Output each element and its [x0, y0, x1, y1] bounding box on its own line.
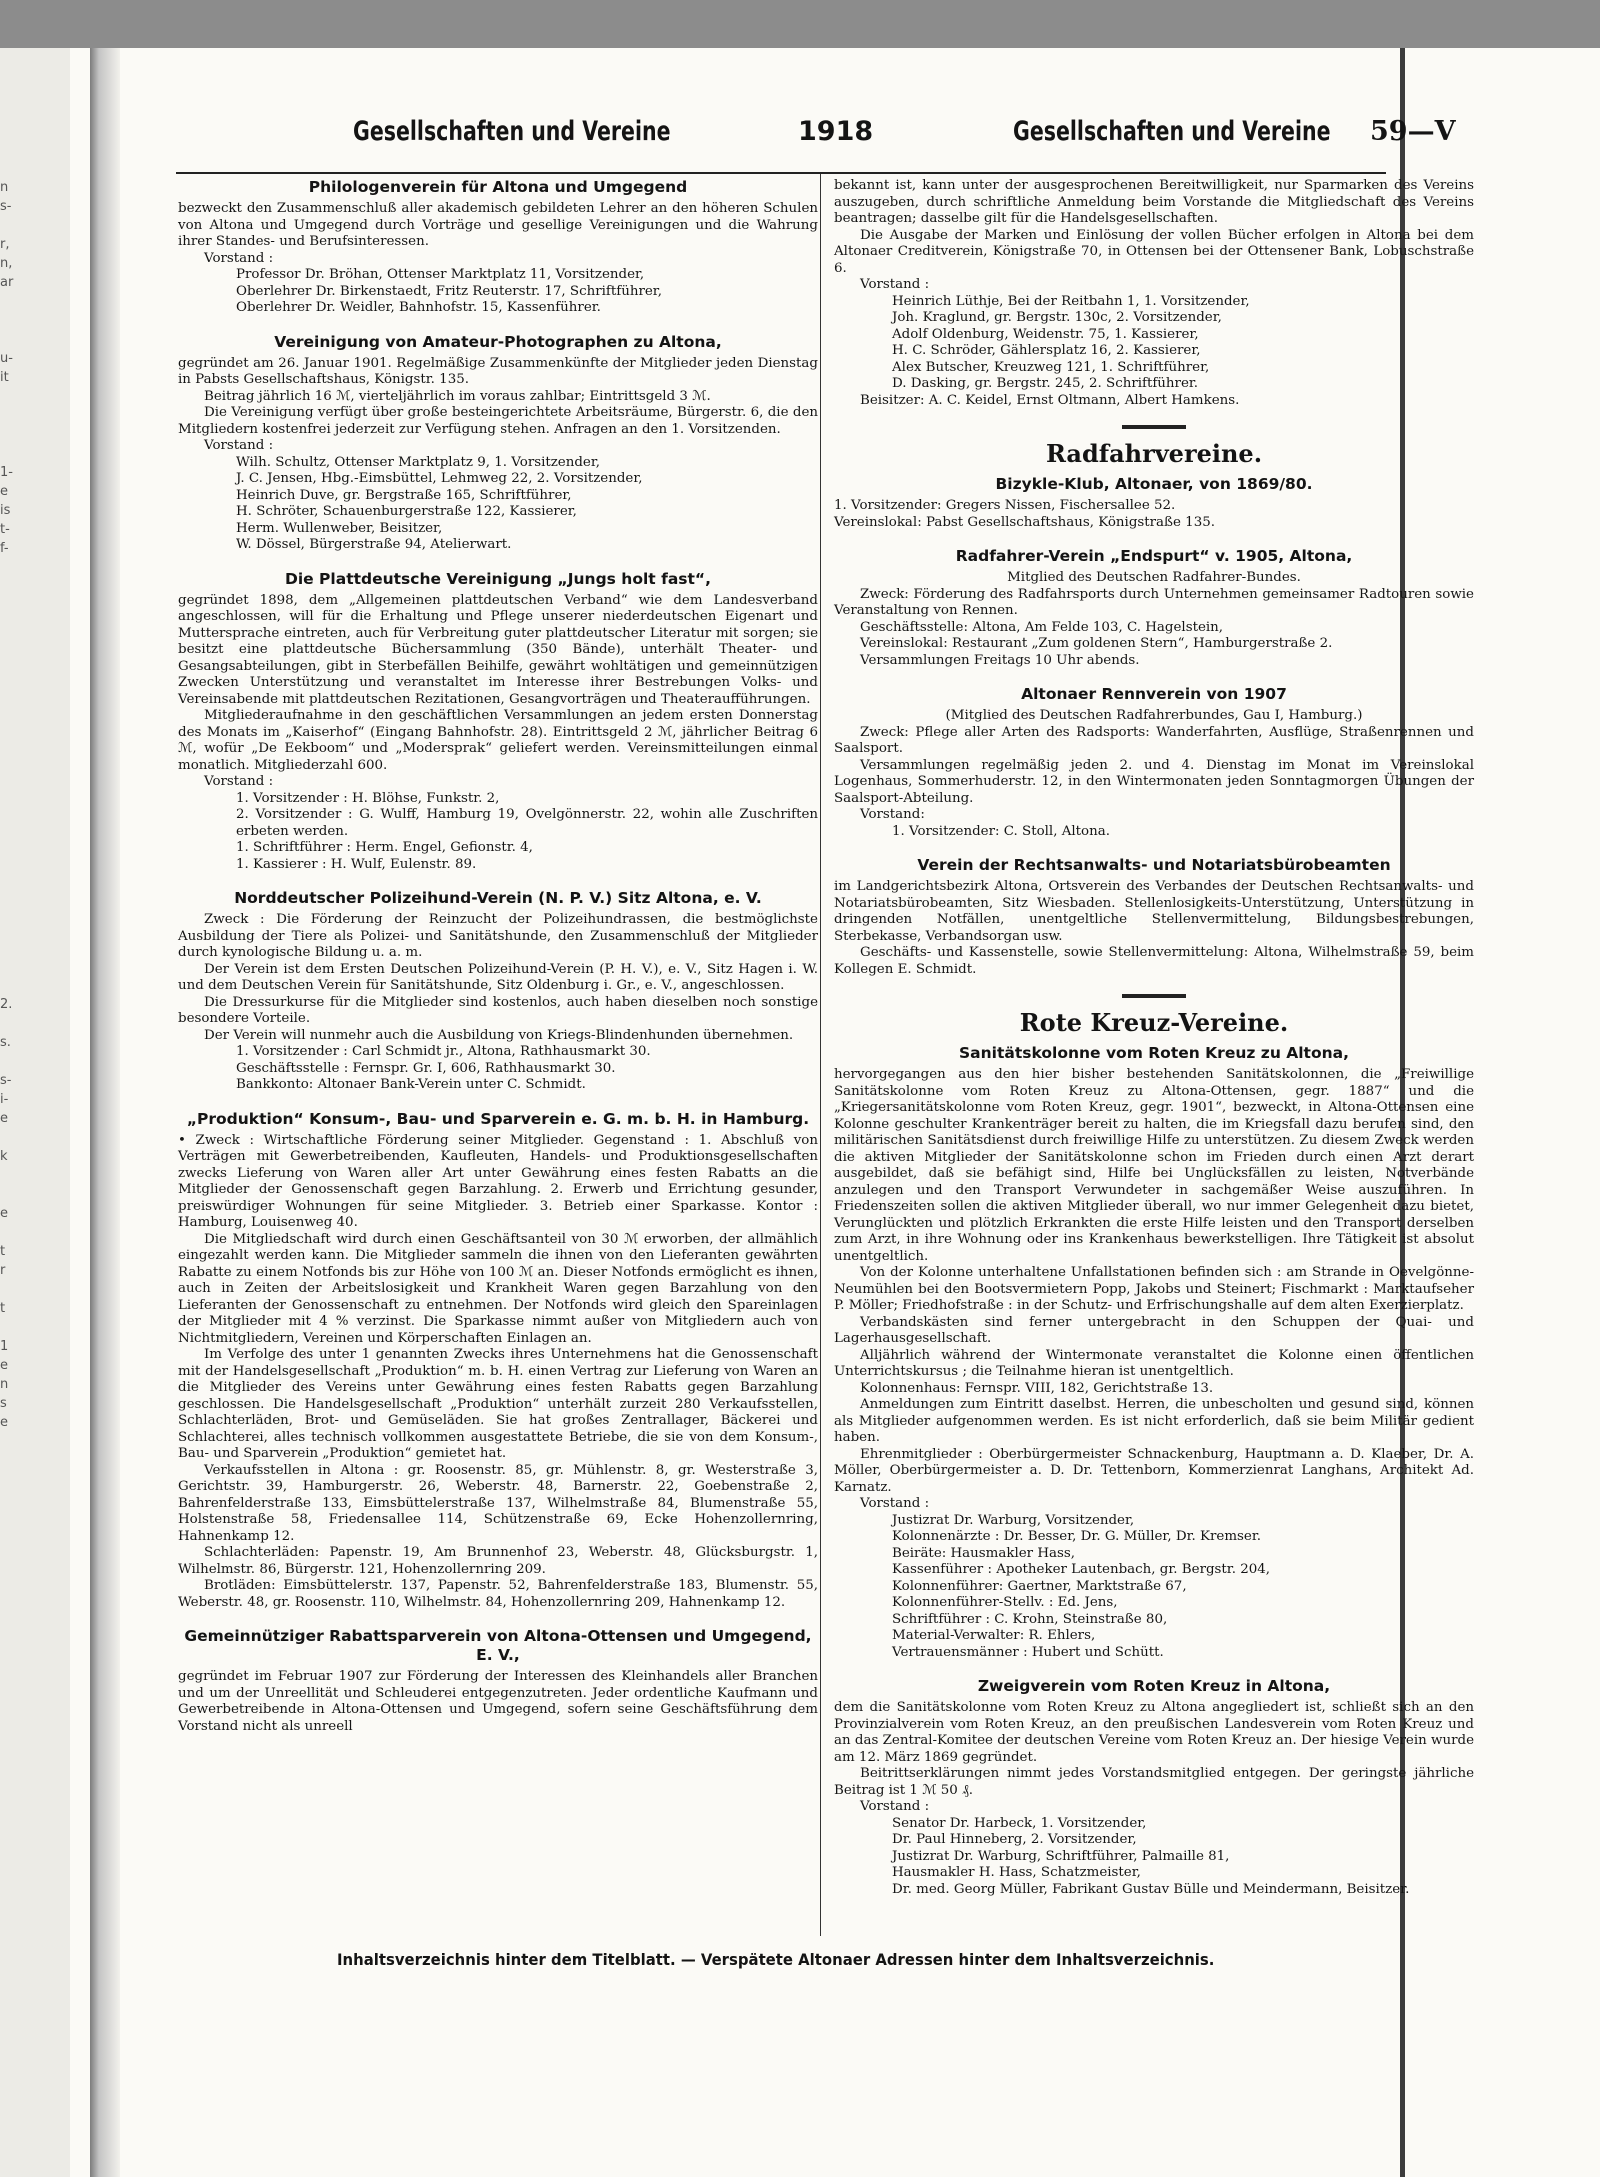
board-member: Material-Verwalter: R. Ehlers,	[892, 1628, 1096, 1643]
entry-paragraph: Vorstand :	[860, 277, 930, 292]
footer-notice	[158, 1950, 1393, 1969]
strip-fragment	[0, 1166, 14, 1185]
association-name: Gemeinnütziger Rabattsparverein von Altona-Ottensen und Umgegend, E. V.,	[184, 1627, 812, 1664]
strip-fragment: r,	[0, 237, 10, 252]
board-member: Justizrat Dr. Warburg, Schriftführer, Palmaille 81,	[892, 1848, 1230, 1864]
page-number: 59—V	[1370, 116, 1456, 147]
page-fold-shadow	[90, 48, 120, 2177]
strip-fragment: s-	[0, 1073, 12, 1088]
association-name: Verein der Rechtsanwalts- und Notariatsbürobeamten	[917, 856, 1391, 874]
association-entry	[834, 1044, 1474, 1661]
strip-fragment	[0, 1223, 14, 1242]
running-head-year: 1918	[798, 116, 874, 147]
entry-paragraph: dem die Sanitätskolonne vom Roten Kreuz zu Altona angegliedert ist, schließt sich an den Provinzialverein vom Roten Kreuz, an den preußischen Landesverein vom Roten Kreuz und an das Zentral-Komitee der deutschen Vereine vom Roten Kreuz an. Der hiesige Verein wurde am 12. März 1869 gegründet.	[834, 1700, 1474, 1765]
board-member: 1. Vorsitzender : Carl Schmidt jr., Altona, Rathhausmarkt 30.	[236, 1044, 651, 1059]
strip-fragment: 1-	[0, 465, 13, 480]
association-entry	[178, 178, 818, 317]
board-member: Senator Dr. Harbeck, 1. Vorsitzender,	[892, 1815, 1147, 1831]
entry-paragraph: Beitrittserklärungen nimmt jedes Vorstandsmitglied entgegen. Der geringste jährliche Beitrag ist 1 ℳ 50 ₰.	[834, 1766, 1474, 1798]
board-member: Adolf Oldenburg, Weidenstr. 75, 1. Kassierer,	[892, 326, 1199, 342]
strip-fragment	[0, 596, 14, 615]
entry-paragraph: Alljährlich während der Wintermonate veranstaltet die Kolonne einen öffentlichen Unterrichtskursus ; die Teilnahme hieran ist unentgeltlich.	[834, 1347, 1474, 1379]
board-member: Beiräte: Hausmakler Hass,	[892, 1545, 1075, 1561]
header-rule	[176, 172, 1386, 174]
strip-fragment: t-	[0, 522, 10, 537]
association-entry	[178, 1110, 818, 1612]
strip-fragment	[0, 1318, 14, 1337]
board-member: Schriftführer : C. Krohn, Steinstraße 80,	[892, 1611, 1168, 1627]
association-name: Philologenverein für Altona und Umgegend	[308, 178, 688, 196]
entry-paragraph: Zweck : Die Förderung der Reinzucht der Polizeihundrassen, die bestmöglichste Ausbildung der Tiere als Polizei- und Sanitätshunde, den Zusammenschluß der Mitglieder durch kynologische Bildung u. a. m.	[178, 912, 818, 960]
association-name: Norddeutscher Polizeihund-Verein (N. P. V.) Sitz Altona, e. V.	[234, 889, 762, 907]
running-head-left: Gesellschaften und Vereine	[353, 116, 671, 147]
entry-paragraph: Anmeldungen zum Eintritt daselbst. Herren, die unbescholten und gesund sind, können als Mitglieder aufgenommen werden. Es ist nicht erforderlich, daß sie beim Militär gedient haben.	[834, 1397, 1474, 1445]
strip-fragment	[0, 311, 14, 330]
board-member: Oberlehrer Dr. Birkenstaedt, Fritz Reuterstr. 17, Schriftführer,	[236, 283, 662, 299]
association-name: „Produktion“ Konsum-, Bau- und Sparverein e. G. m. b. H. in Hamburg.	[186, 1109, 810, 1128]
strip-fragment: t	[0, 1301, 6, 1316]
board-member: Joh. Kraglund, gr. Bergstr. 130c, 2. Vorsitzender,	[892, 310, 1222, 325]
strip-fragment	[0, 1128, 14, 1147]
entry-paragraph: bekannt ist, kann unter der ausgesprochenen Bereitwilligkeit, nur Sparmarken des Vereins auszugeben, durch schriftliche Anmeldung beim Vorstande die Mitgliedschaft des Vereins beantragen; dasselbe gilt für die Handelsgesellschaften.	[834, 178, 1474, 226]
board-member: 1. Schriftführer : Herm. Engel, Gefionstr. 4,	[236, 840, 533, 855]
board-member: Heinrich Lüthje, Bei der Reitbahn 1, 1. Vorsitzender,	[892, 293, 1250, 309]
strip-fragment: e	[0, 1358, 8, 1373]
entry-paragraph: Vereinslokal: Pabst Gesellschaftshaus, Königstraße 135.	[834, 514, 1215, 530]
association-entry	[834, 856, 1474, 978]
board-member: 1. Kassierer : H. Wulf, Eulenstr. 89.	[236, 856, 477, 872]
association-entry	[834, 547, 1474, 669]
board-member: Herm. Wullenweber, Beisitzer,	[236, 520, 443, 536]
strip-fragment: s	[0, 1396, 7, 1411]
board-member: Alex Butscher, Kreuzweg 121, 1. Schriftführer,	[892, 359, 1210, 375]
association-name: Zweigverein vom Roten Kreuz in Altona,	[977, 1677, 1331, 1695]
board-member: D. Dasking, gr. Bergstr. 245, 2. Schriftführer.	[892, 376, 1199, 391]
strip-fragment: n	[0, 180, 9, 195]
strip-fragment: f-	[0, 541, 9, 556]
board-member: Hausmakler H. Hass, Schatzmeister,	[892, 1865, 1141, 1880]
entry-paragraph: Brotläden: Eimsbüttelerstr. 137, Papenstr. 52, Bahrenfelderstraße 183, Blumenstr. 55, Weberstr. 48, gr. Roosenstr. 110, Wilhelmstr. 84, Hohenzollernring 209, Hahnenkamp 12.	[178, 1578, 818, 1610]
strip-fragment: ar	[0, 275, 14, 290]
strip-fragment	[0, 767, 14, 786]
board-member: W. Dössel, Bürgerstraße 94, Atelierwart.	[236, 537, 512, 552]
board-member: Kolonnenärzte : Dr. Besser, Dr. G. Müller, Dr. Kremser.	[892, 1529, 1262, 1544]
board-member: Heinrich Duve, gr. Bergstraße 165, Schriftführer,	[236, 487, 572, 503]
strip-fragment: s-	[0, 199, 12, 214]
strip-fragment: r	[0, 1263, 6, 1278]
board-member: 1. Vorsitzender : H. Blöhse, Funkstr. 2,	[236, 790, 500, 806]
strip-fragment: e	[0, 1415, 8, 1430]
entry-paragraph: Geschäftsstelle: Altona, Am Felde 103, C. Hagelstein,	[860, 619, 1224, 635]
strip-fragment	[0, 292, 14, 311]
strip-fragment	[0, 577, 14, 596]
strip-fragment	[0, 691, 14, 710]
strip-fragment	[0, 558, 14, 577]
entry-paragraph: Die Ausgabe der Marken und Einlösung der vollen Bücher erfolgen in Altona bei dem Altonaer Creditverein, Königstraße 70, in Ottensen bei der Ottensener Bank, Lobuschstraße 6.	[834, 227, 1474, 276]
entry-paragraph: Mitgliederaufnahme in den geschäftlichen Versammlungen an jedem ersten Donnerstag des Monats im „Kaiserhof“ (Eingang Bahnhofstr. 28). Eintrittsgeld 2 ℳ, jährlicher Beitrag 6 ℳ, wofür „De Eekboom“ und „Modersprak“ geliefert werden. Vereinsmitteilungen einmal monatlich. Mitgliederzahl 600.	[178, 708, 818, 773]
previous-page-strip	[0, 48, 70, 2177]
entry-paragraph: Vereinslokal: Restaurant „Zum goldenen Stern“, Hamburgerstraße 2.	[860, 636, 1333, 651]
association-entry	[834, 685, 1474, 840]
association-name: Altonaer Rennverein von 1907	[1021, 685, 1287, 703]
association-entry	[178, 1627, 818, 1735]
association-name: Vereinigung von Amateur-Photographen zu Altona,	[274, 332, 722, 351]
entry-paragraph: Der Verein ist dem Ersten Deutschen Polizeihund-Verein (P. H. V.), e. V., Sitz Hagen i. W. und dem Deutschen Verein für Sanitätshunde, Sitz Oldenburg i. Gr., e. V., angeschlossen.	[178, 961, 818, 993]
strip-fragment: 1	[0, 1339, 9, 1354]
entry-paragraph: Beitrag jährlich 16 ℳ, vierteljährlich im voraus zahlbar; Eintrittsgeld 3 ℳ.	[204, 388, 711, 404]
board-member: Justizrat Dr. Warburg, Vorsitzender,	[892, 1512, 1135, 1528]
strip-fragment	[0, 444, 14, 463]
board-member: Oberlehrer Dr. Weidler, Bahnhofstr. 15, Kassenführer.	[236, 300, 601, 315]
entry-paragraph: 1. Vorsitzender: Gregers Nissen, Fischersallee 52.	[834, 498, 1176, 513]
entry-paragraph: bezweckt den Zusammenschluß aller akademisch gebildeten Lehrer an den höheren Schulen von Altona und Umgegend durch Vorträge und gesellige Vereinigungen und die Wahrung ihrer Standes- und Berufsinteressen.	[178, 201, 818, 249]
strip-fragment	[0, 729, 14, 748]
strip-fragment: n,	[0, 256, 13, 271]
strip-fragment	[0, 653, 14, 672]
strip-fragment	[0, 976, 14, 995]
strip-fragment: t	[0, 1244, 6, 1259]
strip-fragment	[0, 1052, 14, 1071]
entry-paragraph: Zweck: Pflege aller Arten des Radsports: Wanderfahrten, Ausflüge, Straßenrennen und Saalsport.	[834, 724, 1474, 756]
strip-fragment	[0, 710, 14, 729]
entry-paragraph: Im Verfolge des unter 1 genannten Zwecks ihres Unternehmens hat die Genossenschaft mit der Handelsgesellschaft „Produktion“ m. b. H. einen Vertrag zur Lieferung von Waren an die Mitglieder des Vereins unter Gewährung eines festen Rabatts gegen Barzahlung geschlossen. Die Handelsgesellschaft „Produktion“ unterhält zurzeit 280 Verkaufsstellen, Schlachterläden, Brot- und Gemüseläden. Sie hat großes Zentrallager, Bäckerei und Schlachterei, alles technisch vollkommen ausgestattete Betriebe, die sie von dem Konsum-, Bau- und Sparverein „Produktion“ gemietet hat.	[178, 1347, 818, 1461]
strip-fragment: n	[0, 1377, 9, 1392]
footer-text: Inhaltsverzeichnis hinter dem Titelblatt. — Verspätete Altonaer Adressen hinter dem Inhaltsverzeichnis.	[336, 1950, 1215, 1969]
board-member: 1. Vorsitzender: C. Stoll, Altona.	[892, 823, 1110, 839]
board-member: Professor Dr. Bröhan, Ottenser Marktplatz 11, Vorsitzender,	[236, 267, 645, 282]
association-name: Radfahrer-Verein „Endspurt“ v. 1905, Altona,	[955, 547, 1353, 565]
running-head	[158, 116, 1456, 156]
board-member: Kassenführer : Apotheker Lautenbach, gr. Bergstr. 204,	[892, 1562, 1271, 1577]
entry-paragraph: Vorstand:	[860, 807, 925, 822]
strip-fragment	[0, 1185, 14, 1204]
strip-fragment: e	[0, 1111, 8, 1126]
strip-fragment	[0, 938, 14, 957]
section-rule	[1122, 994, 1186, 998]
strip-fragment: 2.	[0, 997, 13, 1012]
strip-fragment: e	[0, 1206, 8, 1221]
entry-paragraph: Der Verein will nunmehr auch die Ausbildung von Kriegs-Blindenhunden übernehmen.	[204, 1027, 794, 1043]
association-entry	[834, 178, 1474, 409]
association-entry	[834, 1677, 1474, 1898]
board-member: H. C. Schröder, Gählersplatz 16, 2. Kassierer,	[892, 343, 1201, 358]
strip-fragment: u-	[0, 351, 13, 366]
strip-fragment	[0, 634, 14, 653]
entry-paragraph: Vorstand :	[860, 1496, 930, 1511]
board-member: Kolonnenführer: Gaertner, Marktstraße 67,	[892, 1578, 1187, 1594]
group-heading: Radfahrvereine.	[1045, 439, 1263, 468]
strip-fragment: is	[0, 503, 11, 518]
board-member: 2. Vorsitzender : G. Wulff, Hamburg 19, Ovelgönnerstr. 22, wohin alle Zuschriften erbeten werden.	[236, 807, 818, 839]
strip-fragment	[0, 786, 14, 805]
association-name: Bizykle-Klub, Altonaer, von 1869/80.	[995, 475, 1313, 493]
directory-page	[158, 108, 1474, 1988]
board-member: Geschäftsstelle : Fernspr. Gr. I, 606, Rathhausmarkt 30.	[236, 1060, 616, 1076]
entry-paragraph: Ehrenmitglieder : Oberbürgermeister Schnackenburg, Hauptmann a. D. Klaeber, Dr. A. Möller, Oberbürgermeister a. D. Dr. Tettenborn, Kommerzienrat Langhans, Architekt Ad. Karnatz.	[834, 1446, 1474, 1495]
strip-fragment: s.	[0, 1035, 11, 1050]
strip-fragment	[0, 900, 14, 919]
entry-paragraph: Die Vereinigung verfügt über große besteingerichtete Arbeitsräume, Bürgerstr. 6, die den Mitgliedern kostenfrei jederzeit zur Verfügung stehen. Anfragen an den 1. Vorsitzenden.	[178, 405, 818, 437]
strip-fragment	[0, 881, 14, 900]
strip-fragment	[0, 805, 14, 824]
board-member: Dr. med. Georg Müller, Fabrikant Gustav Bülle und Meindermann, Beisitzer.	[892, 1881, 1410, 1897]
entry-paragraph: hervorgegangen aus den hier bisher bestehenden Sanitätskolonnen, die „Freiwillige Sanitätskolonne vom Roten Kreuz zu Altona-Ottensen, gegr. 1887“ und die „Kriegersanitätskolonne vom Roten Kreuz, gegr. 1901“, bezweckt, in Altona-Ottensen eine Kolonne geschulter Krankenträger bereit zu halten, die im Kriegsfall dazu berufen sind, den militärischen Sanitätsdienst durch freiwillige Hilfe zu unterstützen. Zu diesem Zweck werden die aktiven Mitglieder der Sanitätskolonne schon im Frieden durch einen Arzt derart ausgebildet, daß sie befähigt sind, Hilfe bei Unglücksfällen zu leisten, Notverbände anzulegen und den Transport Verwundeter in sachgemäßer Weise auszuführen. In Friedenszeiten sollen die aktiven Mitglieder überall, wo nur immer Gelegenheit dazu bietet, Verunglückten und plötzlich Erkrankten die erste Hilfe leisten und den Transport derselben zum Arzt, in ihre Wohnung oder ins Krankenhaus bewerkstelligen. Ihre Tätigkeit ist absolut unentgeltlich.	[834, 1067, 1474, 1264]
running-head-right: Gesellschaften und Vereine	[1013, 116, 1331, 147]
scanner-top-edge	[0, 0, 1600, 48]
entry-paragraph: Versammlungen Freitags 10 Uhr abends.	[860, 652, 1140, 668]
board-member: H. Schröter, Schauenburgerstraße 122, Kassierer,	[236, 504, 577, 519]
association-entry	[178, 333, 818, 554]
left-column	[178, 178, 818, 1751]
column-divider	[820, 174, 821, 1936]
entry-paragraph: gegründet 1898, dem „Allgemeinen plattdeutschen Verband“ wie dem Landesverband angeschlossen, will für die Erhaltung und Pflege unserer niederdeutschen Eigenart und Muttersprache eintreten, auch für Verbreitung guter plattdeutscher Literatur mit sorgen; sie besitzt eine plattdeutsche Büchersammlung (350 Bände), unterhält Theater- und Gesangsabteilungen, gibt in Sterbefällen Beihilfe, gewährt wohltätigen und gemeinnützigen Zwecken Unterstützung und veranstaltet im Interesse ihrer Bestrebungen Volks- und Vereinsabende mit plattdeutschen Rezitationen, Gesangvorträgen und Theateraufführungen.	[178, 592, 818, 707]
entry-paragraph: Vorstand :	[860, 1799, 930, 1814]
strip-fragment	[0, 425, 14, 444]
association-entry	[178, 570, 818, 874]
strip-fragment	[0, 957, 14, 976]
entry-paragraph: Schlachterläden: Papenstr. 19, Am Brunnenhof 23, Weberstr. 48, Glücksburgstr. 1, Wilhelmstr. 86, Bürgerstr. 121, Hohenzollernring 209.	[178, 1545, 818, 1577]
entry-paragraph: Vorstand :	[204, 774, 274, 789]
strip-fragment	[0, 748, 14, 767]
previous-page-text-fragments	[0, 178, 14, 1432]
strip-fragment	[0, 843, 14, 862]
entry-paragraph: (Mitglied des Deutschen Radfahrerbundes, Gau I, Hamburg.)	[945, 708, 1363, 723]
association-name: Sanitätskolonne vom Roten Kreuz zu Altona,	[958, 1044, 1349, 1062]
strip-fragment	[0, 1014, 14, 1033]
entry-paragraph: im Landgerichtsbezirk Altona, Ortsverein des Verbandes der Deutschen Rechtsanwalts- und Notariatsbürobeamten, Sitz Wiesbaden. Stellenlosigkeits-Unterstützung, Unterstützung in dringenden Notfällen, unentgeltliche Stellenvermittelung, Bildungsbestrebungen, Sterbekasse, Verbandsorgan usw.	[834, 879, 1474, 944]
strip-fragment	[0, 1280, 14, 1299]
entry-paragraph: Verkaufsstellen in Altona : gr. Roosenstr. 85, gr. Mühlenstr. 8, gr. Westerstraße 3, Gerichtstr. 39, Hamburgerstr. 26, Weberstr. 48, Barnerstr. 22, Goebenstraße 2, Bahrenfelderstraße 133, Eimsbüttelerstraße 137, Wilhelmstraße 84, Blumenstraße 55, Holstenstraße 58, Friedensallee 114, Schützenstraße 69, Ecke Hohenzollernring, Hahnenkamp 12.	[178, 1462, 818, 1544]
strip-fragment	[0, 216, 14, 235]
board-member: Kolonnenführer-Stellv. : Ed. Jens,	[892, 1595, 1118, 1610]
strip-fragment	[0, 615, 14, 634]
entry-paragraph: gegründet im Februar 1907 zur Förderung der Interessen des Kleinhandels aller Branchen und um der Unreellität und Schleuderei entgegenzutreten. Jeder ordentliche Kaufmann und Gewerbetreibende in Altona-Ottensen und Umgegend, sofern seine Geschäftsführung dem Vorstand nicht als unreell	[178, 1669, 818, 1734]
entry-paragraph: gegründet am 26. Januar 1901. Regelmäßige Zusammenkünfte der Mitglieder jeden Dienstag in Pabsts Gesellschaftshaus, Königstr. 135.	[178, 355, 818, 387]
entry-paragraph: Verbandskästen sind ferner untergebracht in den Schuppen der Quai- und Lagerhausgesellschaft.	[834, 1314, 1474, 1346]
board-member: Vertrauensmänner : Hubert und Schütt.	[892, 1644, 1164, 1660]
group-heading: Rote Kreuz-Vereine.	[1019, 1008, 1289, 1037]
entry-paragraph: • Zweck : Wirtschaftliche Förderung seiner Mitglieder. Gegenstand : 1. Abschluß von Verträgen mit Gewerbetreibenden, Kaufleuten, Handels- und Produktionsgesellschaften zwecks Lieferung von Waren aller Art unter Gewährung eines festen Rabatts an die Mitglieder der Genossenschaft gegen Barzahlung. 2. Erwerb und Errichtung gesunder, preiswürdiger Wohnungen für seine Mitglieder. 3. Betrieb einer Sparkasse. Kontor : Hamburg, Louisenweg 40.	[178, 1132, 818, 1230]
strip-fragment	[0, 330, 14, 349]
board-member: Wilh. Schultz, Ottenser Marktplatz 9, 1. Vorsitzender,	[236, 454, 601, 470]
board-member: J. C. Jensen, Hbg.-Eimsbüttel, Lehmweg 22, 2. Vorsitzender,	[236, 471, 643, 486]
strip-fragment	[0, 672, 14, 691]
right-column	[834, 178, 1474, 1914]
strip-fragment	[0, 862, 14, 881]
strip-fragment	[0, 406, 14, 425]
board-member: Bankkonto: Altonaer Bank-Verein unter C. Schmidt.	[236, 1077, 586, 1092]
strip-fragment	[0, 919, 14, 938]
association-entry	[178, 889, 818, 1094]
entry-paragraph: Kolonnenhaus: Fernspr. VIII, 182, Gerichtstraße 13.	[860, 1380, 1214, 1396]
entry-paragraph: Die Dressurkurse für die Mitglieder sind kostenlos, auch haben dieselben noch sonstige besondere Vorteile.	[178, 994, 818, 1026]
association-entry	[834, 475, 1474, 531]
entry-paragraph: Vorstand :	[204, 438, 274, 453]
section-rule	[1122, 425, 1186, 429]
entry-paragraph: Von der Kolonne unterhaltene Unfallstationen befinden sich : am Strande in Oevelgönne-Neumühlen bei den Bootsvermietern Popp, Jakobs und Steinert; Fischmarkt : Marktaufseher P. Möller; Friedhofstraße : in der Schutz- und Erfrischungshalle auf dem alten Exerzierplatz.	[834, 1265, 1474, 1313]
strip-fragment	[0, 824, 14, 843]
entry-paragraph: Versammlungen regelmäßig jeden 2. und 4. Dienstag im Monat im Vereinslokal Logenhaus, Sommerhuderstr. 12, in den Wintermonaten jeden Sonntagmorgen Übungen der Saalsport-Abteilung.	[834, 757, 1474, 806]
entry-paragraph: Vorstand :	[204, 250, 274, 266]
board-assessors: Beisitzer: A. C. Keidel, Ernst Oltmann, Albert Hamkens.	[860, 392, 1240, 408]
strip-fragment: e	[0, 484, 8, 499]
entry-paragraph: Die Mitgliedschaft wird durch einen Geschäftsanteil von 30 ℳ erworben, der allmählich eingezahlt werden kann. Die Mitglieder sammeln die ihnen von den Lieferanten gewährten Rabatte zu einem Notfonds bis zur Höhe von 100 ℳ an. Dieser Notfonds ermöglicht es ihnen, auch in Zeiten der Arbeitslosigkeit und Krankheit Waren gegen Barzahlung von den Lieferanten der Genossenschaft zu entnehmen. Der Notfonds wird gleich den Spareinlagen der Mitglieder mit 4 % verzinst. Die Sparkasse nimmt außer von Mitgliedern auch von Nichtmitgliedern, Vereinen und Körperschaften Einlagen an.	[178, 1231, 818, 1346]
entry-paragraph: Zweck: Förderung des Radfahrsports durch Unternehmen gemeinsamer Radtouren sowie Veranstaltung von Rennen.	[834, 586, 1474, 618]
board-member: Dr. Paul Hinneberg, 2. Vorsitzender,	[892, 1832, 1137, 1847]
strip-fragment: it	[0, 370, 9, 385]
strip-fragment	[0, 387, 14, 406]
strip-fragment: i-	[0, 1092, 9, 1107]
association-name: Die Plattdeutsche Vereinigung „Jungs holt fast“,	[284, 569, 712, 588]
entry-paragraph: Mitglied des Deutschen Radfahrer-Bundes.	[1007, 570, 1301, 585]
strip-fragment: k	[0, 1149, 8, 1164]
entry-paragraph: Geschäfts- und Kassenstelle, sowie Stellenvermittelung: Altona, Wilhelmstraße 59, beim Kollegen E. Schmidt.	[834, 945, 1474, 977]
